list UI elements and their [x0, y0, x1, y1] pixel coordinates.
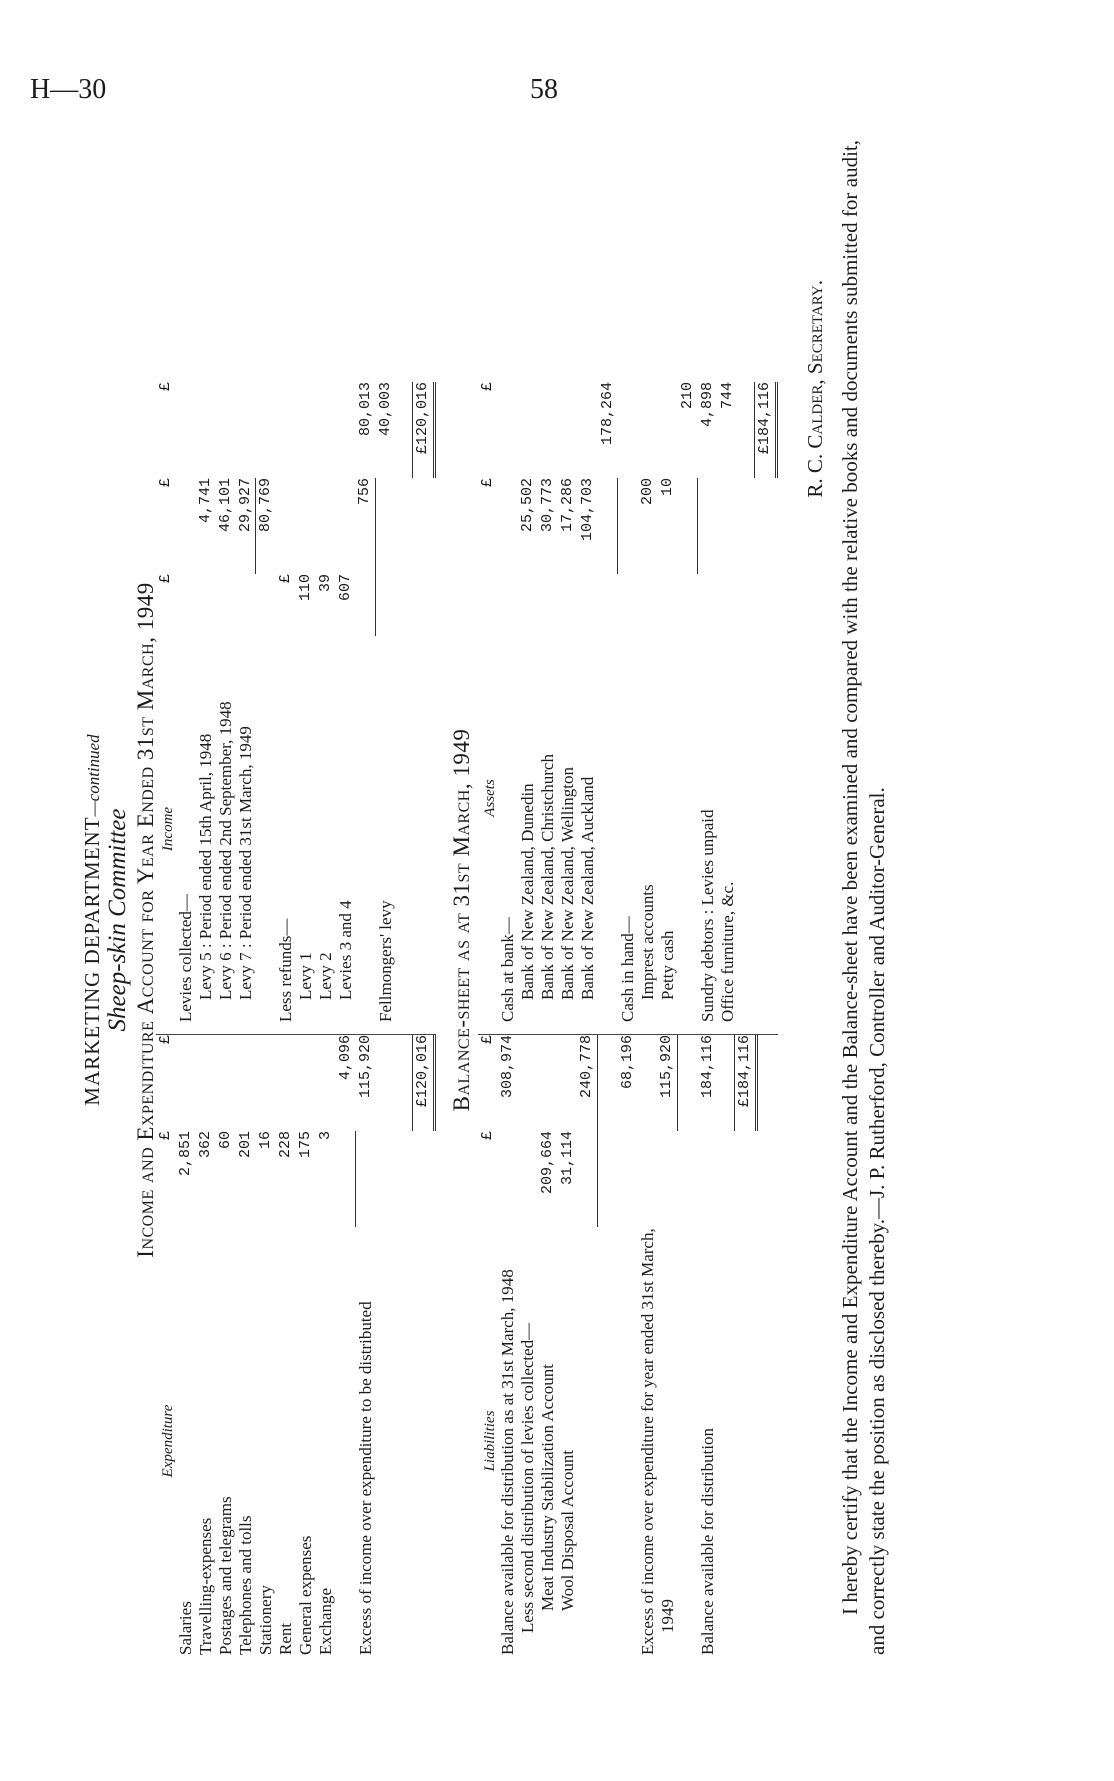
balance-sheet-title: Balance-sheet as at 31st March, 1949 [449, 728, 474, 1112]
wool-account-amount: 31,114 [559, 1131, 576, 1186]
balance-amount: 308,974 [499, 1035, 516, 1099]
debtors-label: Sundry debtors : Levies unpaid [698, 809, 717, 1022]
currency-symbol: £ [157, 382, 174, 392]
refund-item-amount: 607 [337, 574, 354, 602]
bank-item-label: Bank of New Zealand, Christchurch [538, 754, 557, 1000]
imprest-amount: 200 [639, 478, 656, 506]
meat-account-amount: 209,664 [539, 1131, 556, 1195]
expenditure-side [156, 1035, 436, 1655]
bank-item-amount: 104,703 [579, 478, 596, 542]
currency-symbol: £ [479, 478, 496, 488]
committee-heading: Sheep-skin Committee [104, 808, 131, 1032]
petty-cash-label: Petty cash [658, 930, 677, 1000]
liabilities-total: £184,116 [734, 1035, 758, 1131]
expenditure-item-label: Rent [276, 1622, 295, 1655]
furniture-amount: 744 [719, 382, 736, 410]
petty-cash-amount: 10 [659, 478, 676, 497]
levy-item-label: Levy 5 : Period ended 15th April, 1948 [196, 733, 215, 1000]
bank-item-label: Bank of New Zealand, Auckland [578, 776, 597, 1000]
levy-item-label: Levy 7 : Period ended 31st March, 1949 [236, 726, 255, 1000]
bank-item-row [538, 382, 558, 1022]
debtors-amount: 4,898 [699, 382, 716, 428]
expenditure-item-row [316, 1035, 336, 1655]
income-expenditure-title: Income and Expenditure Account for Year Ended 31st March, 1949 [133, 582, 158, 1258]
banks-total: 178,264 [599, 382, 616, 446]
available-amount: 184,116 [699, 1035, 716, 1099]
expenditure-item-row [176, 1035, 196, 1655]
refund-item-row [336, 382, 356, 1022]
refund-item-label: Levy 2 [316, 952, 335, 1000]
refund-item-label: Levies 3 and 4 [336, 900, 355, 1000]
expenditure-item-label: General expenses [296, 1535, 315, 1655]
expenditure-item-label: Salaries [176, 1601, 195, 1655]
assets-heading: Assets [482, 779, 498, 817]
bank-item-row [518, 382, 538, 1022]
bank-item-amount: 30,773 [539, 478, 556, 533]
excess-label: Excess of income over expenditure to be distributed [356, 1301, 375, 1655]
expenditure-item-row [196, 1035, 216, 1655]
fellmongers-label: Fellmongers' levy [376, 900, 395, 1022]
cash-hand-total: 210 [679, 382, 696, 410]
certificate-text: I hereby certify that the Income and Expenditure Account and the Balance-sheet have been examined and compared with the relative books and documents submitted for audit, and correctly state the position as disclosed thereby.—J. P. Rutherford, Controller and Auditor-General. [838, 140, 889, 1655]
currency-symbol: £ [479, 382, 496, 392]
bank-item-row [578, 382, 598, 1022]
expenditure-item-amount: 2,851 [177, 1131, 194, 1177]
net-levies: 80,013 [357, 382, 374, 437]
bank-item-amount: 25,502 [519, 478, 536, 533]
balance-sheet [478, 130, 778, 1655]
cash-hand-label: Cash in hand— [618, 916, 637, 1022]
expenditure-item-amount: 201 [237, 1131, 254, 1159]
expenditure-item-amount: 175 [297, 1131, 314, 1159]
available-label: Balance available for distribution [698, 1427, 717, 1655]
imprest-label: Imprest accounts [638, 884, 657, 1000]
currency-symbol: £ [157, 574, 174, 584]
cash-bank-label: Cash at bank— [498, 917, 517, 1022]
currency-symbol: £ [157, 1131, 174, 1141]
expenditure-item-amount: 16 [257, 1131, 274, 1150]
expenditure-item-row [256, 1035, 276, 1655]
expenditure-item-row [276, 1035, 296, 1655]
secretary-signature: R. C. Calder, Secretary. [803, 280, 827, 498]
refund-item-row [316, 382, 336, 1022]
refund-item-row [296, 382, 316, 1022]
wool-account-label: Wool Disposal Account [558, 1449, 577, 1611]
excess-amount: 115,920 [657, 1035, 678, 1131]
levies-total: 80,769 [255, 478, 276, 574]
expenditure-item-amount: 362 [197, 1131, 214, 1159]
expenditure-item-row [296, 1035, 316, 1655]
income-side [156, 382, 436, 1035]
bank-item-row [558, 382, 578, 1022]
expenditure-item-label: Postages and telegrams [216, 1496, 235, 1655]
income-heading: Income [160, 806, 176, 852]
levy-item-amount: 29,927 [237, 478, 254, 533]
currency-symbol: £ [479, 1131, 496, 1141]
income-total: £120,016 [412, 382, 436, 478]
expenditure-item-label: Stationery [256, 1585, 275, 1655]
currency-symbol: £ [157, 478, 174, 488]
refunds-label: Less refunds— [276, 918, 295, 1022]
meat-account-label: Meat Industry Stabilization Account [538, 1364, 557, 1611]
expenditure-item-row [236, 1035, 256, 1655]
furniture-label: Office furniture, &c. [718, 881, 737, 1022]
excess-label-line1: Excess of income over expenditure for year ended 31st March, [638, 1228, 657, 1655]
page-number: 58 [530, 74, 558, 105]
levy-item-amount: 46,101 [217, 478, 234, 533]
levy-item-row [196, 382, 216, 1022]
income-expenditure-statement [156, 130, 436, 1655]
assets-side [478, 382, 778, 1035]
levy-item-row [236, 382, 256, 1022]
expenditure-item-label: Travelling-expenses [196, 1517, 215, 1655]
levy-item-label: Levy 6 : Period ended 2nd September, 1948 [216, 701, 235, 1000]
excess-amount: 115,920 [357, 1035, 374, 1099]
expenditure-item-row [216, 1035, 236, 1655]
expenditure-item-amount: 60 [217, 1131, 234, 1150]
expenditure-heading: Expenditure [160, 1404, 176, 1478]
bank-item-amount: 17,286 [559, 478, 576, 533]
audit-certificate [802, 140, 891, 1655]
expenditure-total: £120,016 [412, 1035, 436, 1131]
excess-label-line2: 1949 [658, 1599, 677, 1633]
bank-item-label: Bank of New Zealand, Wellington [558, 767, 577, 1000]
less-total: 240,778 [577, 1035, 598, 1131]
refund-item-label: Levy 1 [296, 952, 315, 1000]
department-heading: MARKETING DEPARTMENT—continued [80, 734, 104, 1106]
currency-symbol: £ [277, 574, 294, 584]
assets-total: £184,116 [754, 382, 778, 478]
expenditure-item-amount: 3 [317, 1131, 334, 1141]
rotated-page-content [70, 110, 990, 1730]
remaining-balance: 68,196 [619, 1035, 636, 1090]
levy-item-row [216, 382, 236, 1022]
refunds-total: 756 [355, 478, 376, 574]
expenditure-subtotal: 4,096 [337, 1035, 354, 1081]
currency-symbol: £ [479, 1035, 496, 1045]
balance-label: Balance available for distribution as at 31st March, 1948 [498, 1269, 517, 1655]
less-distribution-label: Less second distribution of levies collected— [518, 1322, 537, 1633]
levies-label: Levies collected— [176, 894, 195, 1022]
refund-item-amount: 39 [317, 574, 334, 593]
liabilities-side [478, 1035, 778, 1655]
expenditure-item-label: Telephones and tolls [236, 1515, 255, 1655]
bank-item-label: Bank of New Zealand, Dunedin [518, 783, 537, 1000]
levy-item-amount: 4,741 [197, 478, 214, 524]
currency-symbol: £ [157, 1035, 174, 1045]
refund-item-amount: 110 [297, 574, 314, 602]
expenditure-item-amount: 228 [277, 1131, 294, 1159]
liabilities-heading: Liabilities [482, 1410, 498, 1472]
expenditure-item-label: Exchange [316, 1587, 335, 1655]
page-id: H—30 [30, 74, 107, 105]
fellmongers-amount: 40,003 [377, 382, 394, 437]
